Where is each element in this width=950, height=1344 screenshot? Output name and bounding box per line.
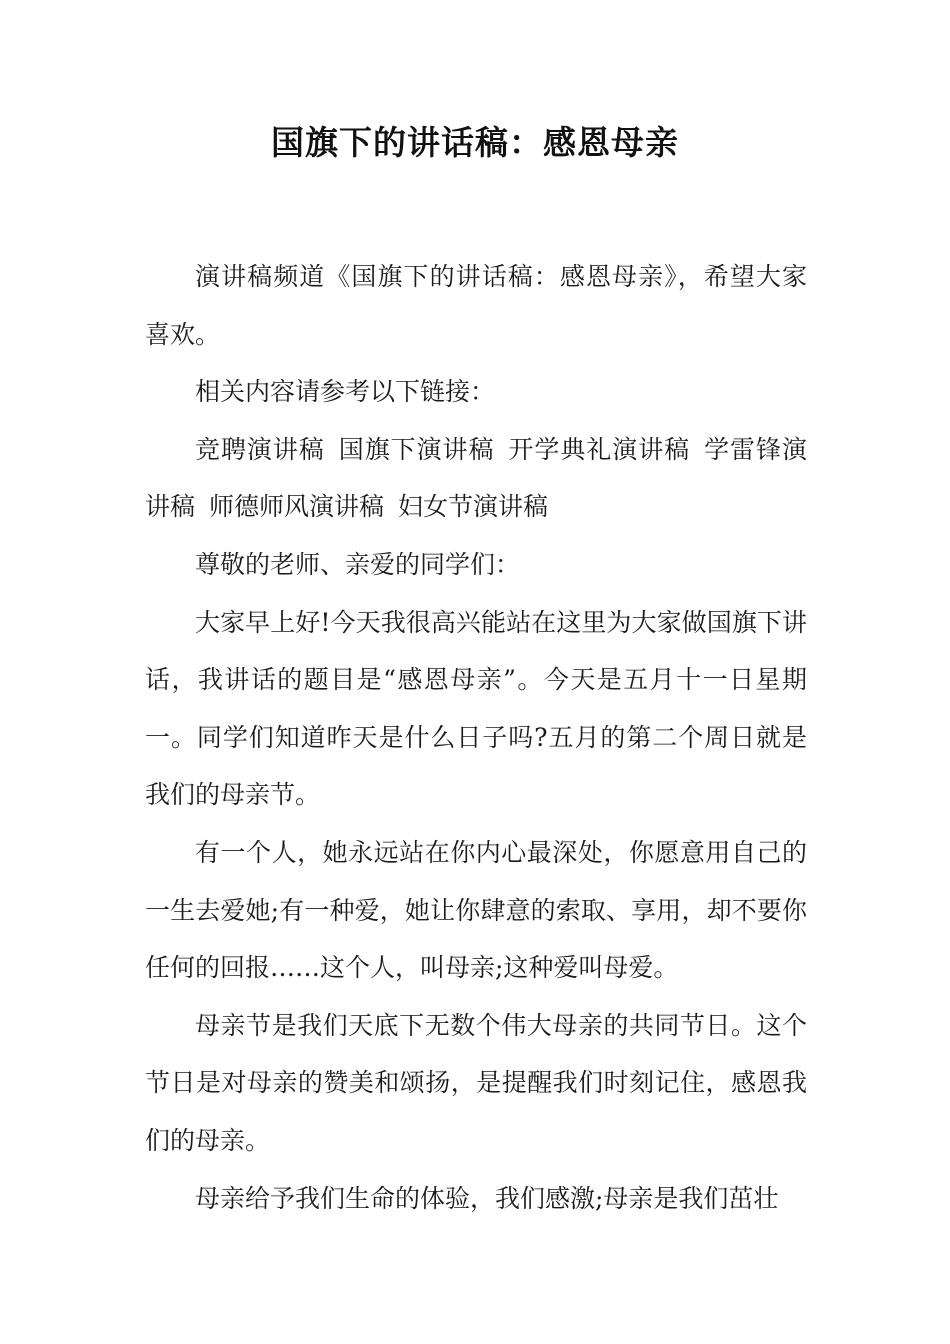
salutation-paragraph: 尊敬的老师、亲爱的同学们： — [195, 549, 521, 579]
related-link[interactable]: 国旗下演讲稿 — [338, 434, 495, 464]
body-paragraph: 有一个人，她永远站在你内心最深处，你愿意用自己的一生去爱她;有一种爱，她让你肆意的索取、享用，却不要你任何的回报……这个人，叫母亲;这种爱叫母爱。 — [145, 837, 807, 983]
related-link[interactable]: 学雷锋演讲稿 — [145, 434, 807, 522]
related-link[interactable]: 竞聘演讲稿 — [195, 434, 325, 464]
body-paragraph: 母亲给予我们生命的体验，我们感激;母亲是我们茁壮 — [195, 1183, 779, 1213]
body-paragraph: 大家早上好!今天我很高兴能站在这里为大家做国旗下讲话，我讲话的题目是“感恩母亲”。今天是五月十一日星期一。同学们知道昨天是什么日子吗?五月的第二个周日就是我们的母亲节。 — [145, 607, 807, 810]
related-link[interactable]: 师德师风演讲稿 — [209, 492, 385, 522]
related-link[interactable]: 妇女节演讲稿 — [398, 492, 549, 522]
document-body — [145, 248, 807, 1227]
related-paragraph: 相关内容请参考以下链接： — [195, 377, 496, 407]
page-title: 国旗下的讲话稿：感恩母亲 — [271, 123, 679, 162]
related-link[interactable]: 开学典礼演讲稿 — [508, 434, 691, 464]
intro-paragraph: 演讲稿频道《国旗下的讲话稿：感恩母亲》，希望大家喜欢。 — [145, 262, 807, 349]
related-links — [145, 421, 807, 536]
body-paragraph: 母亲节是我们天底下无数个伟大母亲的共同节日。这个节日是对母亲的赞美和颂扬，是提醒我们时刻记住，感恩我们的母亲。 — [145, 1010, 807, 1155]
